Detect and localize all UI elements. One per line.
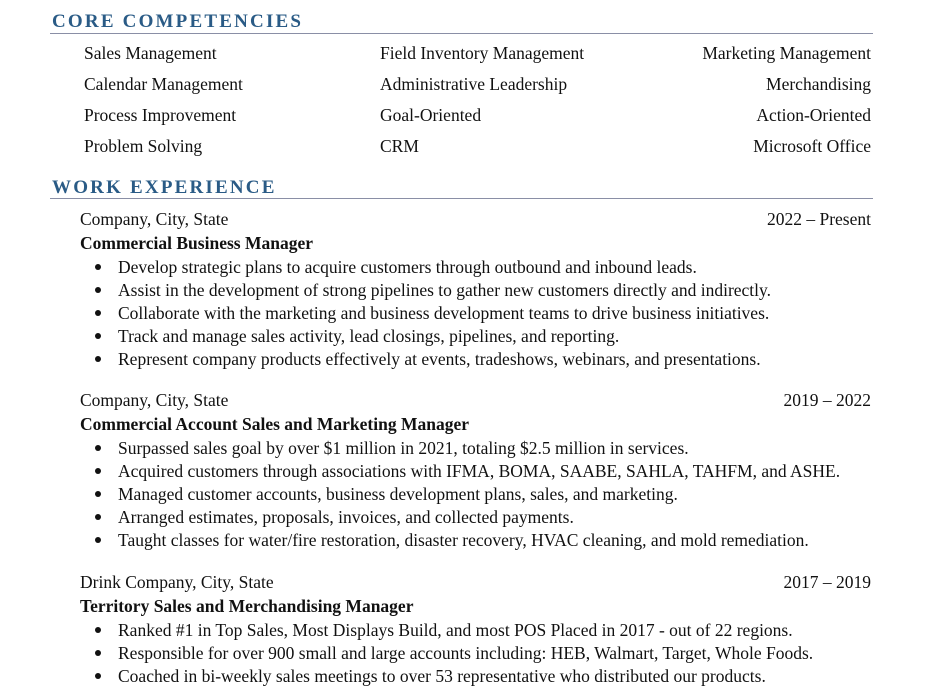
job-header bbox=[80, 389, 871, 413]
bullet-dot-icon bbox=[95, 287, 101, 293]
competencies-row bbox=[84, 42, 871, 73]
job-company: Company, City, State bbox=[80, 209, 229, 229]
bullet-dot-icon bbox=[95, 468, 101, 474]
competencies-row bbox=[84, 135, 871, 166]
job-bullet bbox=[80, 506, 871, 529]
job-title: Territory Sales and Merchandising Manager bbox=[80, 596, 414, 616]
competency-item: Process Improvement bbox=[84, 105, 237, 125]
job-bullet bbox=[80, 256, 871, 279]
job-bullet bbox=[80, 302, 871, 325]
job-bullet bbox=[80, 279, 871, 302]
competency-item: Merchandising bbox=[766, 74, 871, 94]
job-bullet-text: Surpassed sales goal by over $1 million in 2021, totaling $2.5 million in services. bbox=[118, 438, 689, 458]
job-entry bbox=[80, 571, 871, 688]
job-title: Commercial Account Sales and Marketing Manager bbox=[80, 414, 470, 434]
bullet-dot-icon bbox=[95, 333, 101, 339]
competency-item: Microsoft Office bbox=[753, 136, 871, 156]
competencies-row bbox=[84, 73, 871, 104]
bullet-dot-icon bbox=[95, 650, 101, 656]
competency-item: Sales Management bbox=[84, 43, 217, 63]
core-competencies-heading: CORE COMPETENCIES bbox=[52, 11, 304, 32]
core-competencies-rule bbox=[50, 33, 873, 34]
bullet-dot-icon bbox=[95, 627, 101, 633]
work-experience-heading: WORK EXPERIENCE bbox=[52, 177, 277, 198]
job-bullet-text: Develop strategic plans to acquire customers through outbound and inbound leads. bbox=[118, 257, 697, 277]
competencies-row bbox=[84, 104, 871, 135]
job-bullet bbox=[80, 665, 871, 688]
job-bullets bbox=[80, 256, 871, 371]
competency-item: Calendar Management bbox=[84, 74, 243, 94]
job-bullet-text: Arranged estimates, proposals, invoices, and collected payments. bbox=[118, 507, 574, 527]
job-bullet-text: Ranked #1 in Top Sales, Most Displays Build, and most POS Placed in 2017 - out of 22 regions. bbox=[118, 620, 793, 640]
job-bullet bbox=[80, 348, 871, 371]
job-header bbox=[80, 571, 871, 595]
job-company: Company, City, State bbox=[80, 390, 229, 410]
job-bullet-text: Collaborate with the marketing and business development teams to drive business initiatives. bbox=[118, 303, 770, 323]
competency-item: Administrative Leadership bbox=[380, 74, 568, 94]
bullet-dot-icon bbox=[95, 310, 101, 316]
job-bullet bbox=[80, 642, 871, 665]
job-bullets bbox=[80, 437, 871, 552]
competency-item: Action-Oriented bbox=[756, 105, 871, 125]
job-entry bbox=[80, 389, 871, 552]
competency-item: CRM bbox=[380, 136, 419, 156]
job-bullet-text: Taught classes for water/fire restoration, disaster recovery, HVAC cleaning, and mold remediation. bbox=[118, 530, 809, 550]
job-bullet-text: Acquired customers through associations with IFMA, BOMA, SAABE, SAHLA, TAHFM, and ASHE. bbox=[118, 461, 841, 481]
job-dates: 2022 – Present bbox=[766, 209, 871, 229]
job-entry bbox=[80, 208, 871, 371]
bullet-dot-icon bbox=[95, 673, 101, 679]
competency-item: Problem Solving bbox=[84, 136, 203, 156]
job-dates: 2017 – 2019 bbox=[783, 572, 871, 592]
job-bullet bbox=[80, 437, 871, 460]
job-bullet-text: Assist in the development of strong pipelines to gather new customers directly and indirectly. bbox=[118, 280, 772, 300]
job-dates: 2019 – 2022 bbox=[783, 390, 871, 410]
competency-item: Goal-Oriented bbox=[380, 105, 482, 125]
work-experience-rule bbox=[50, 198, 873, 199]
bullet-dot-icon bbox=[95, 264, 101, 270]
job-bullet-text: Responsible for over 900 small and large accounts including: HEB, Walmart, Target, Whole Foods. bbox=[118, 643, 814, 663]
bullet-dot-icon bbox=[95, 445, 101, 451]
competency-item: Marketing Management bbox=[702, 43, 871, 63]
job-bullet-text: Represent company products effectively at events, tradeshows, webinars, and presentations. bbox=[118, 349, 761, 369]
job-bullet bbox=[80, 460, 871, 483]
competencies-grid bbox=[84, 42, 871, 166]
job-company: Drink Company, City, State bbox=[80, 572, 274, 592]
job-bullet bbox=[80, 483, 871, 506]
job-bullets bbox=[80, 619, 871, 688]
job-bullet bbox=[80, 619, 871, 642]
bullet-dot-icon bbox=[95, 491, 101, 497]
bullet-dot-icon bbox=[95, 537, 101, 543]
job-header bbox=[80, 208, 871, 232]
job-bullet-text: Managed customer accounts, business development plans, sales, and marketing. bbox=[118, 484, 678, 504]
job-title: Commercial Business Manager bbox=[80, 233, 313, 253]
job-bullet bbox=[80, 529, 871, 552]
job-bullet-text: Coached in bi-weekly sales meetings to over 53 representative who distributed our products. bbox=[118, 666, 766, 686]
bullet-dot-icon bbox=[95, 514, 101, 520]
job-bullet-text: Track and manage sales activity, lead closings, pipelines, and reporting. bbox=[118, 326, 620, 346]
competency-item: Field Inventory Management bbox=[380, 43, 585, 63]
job-bullet bbox=[80, 325, 871, 348]
bullet-dot-icon bbox=[95, 356, 101, 362]
